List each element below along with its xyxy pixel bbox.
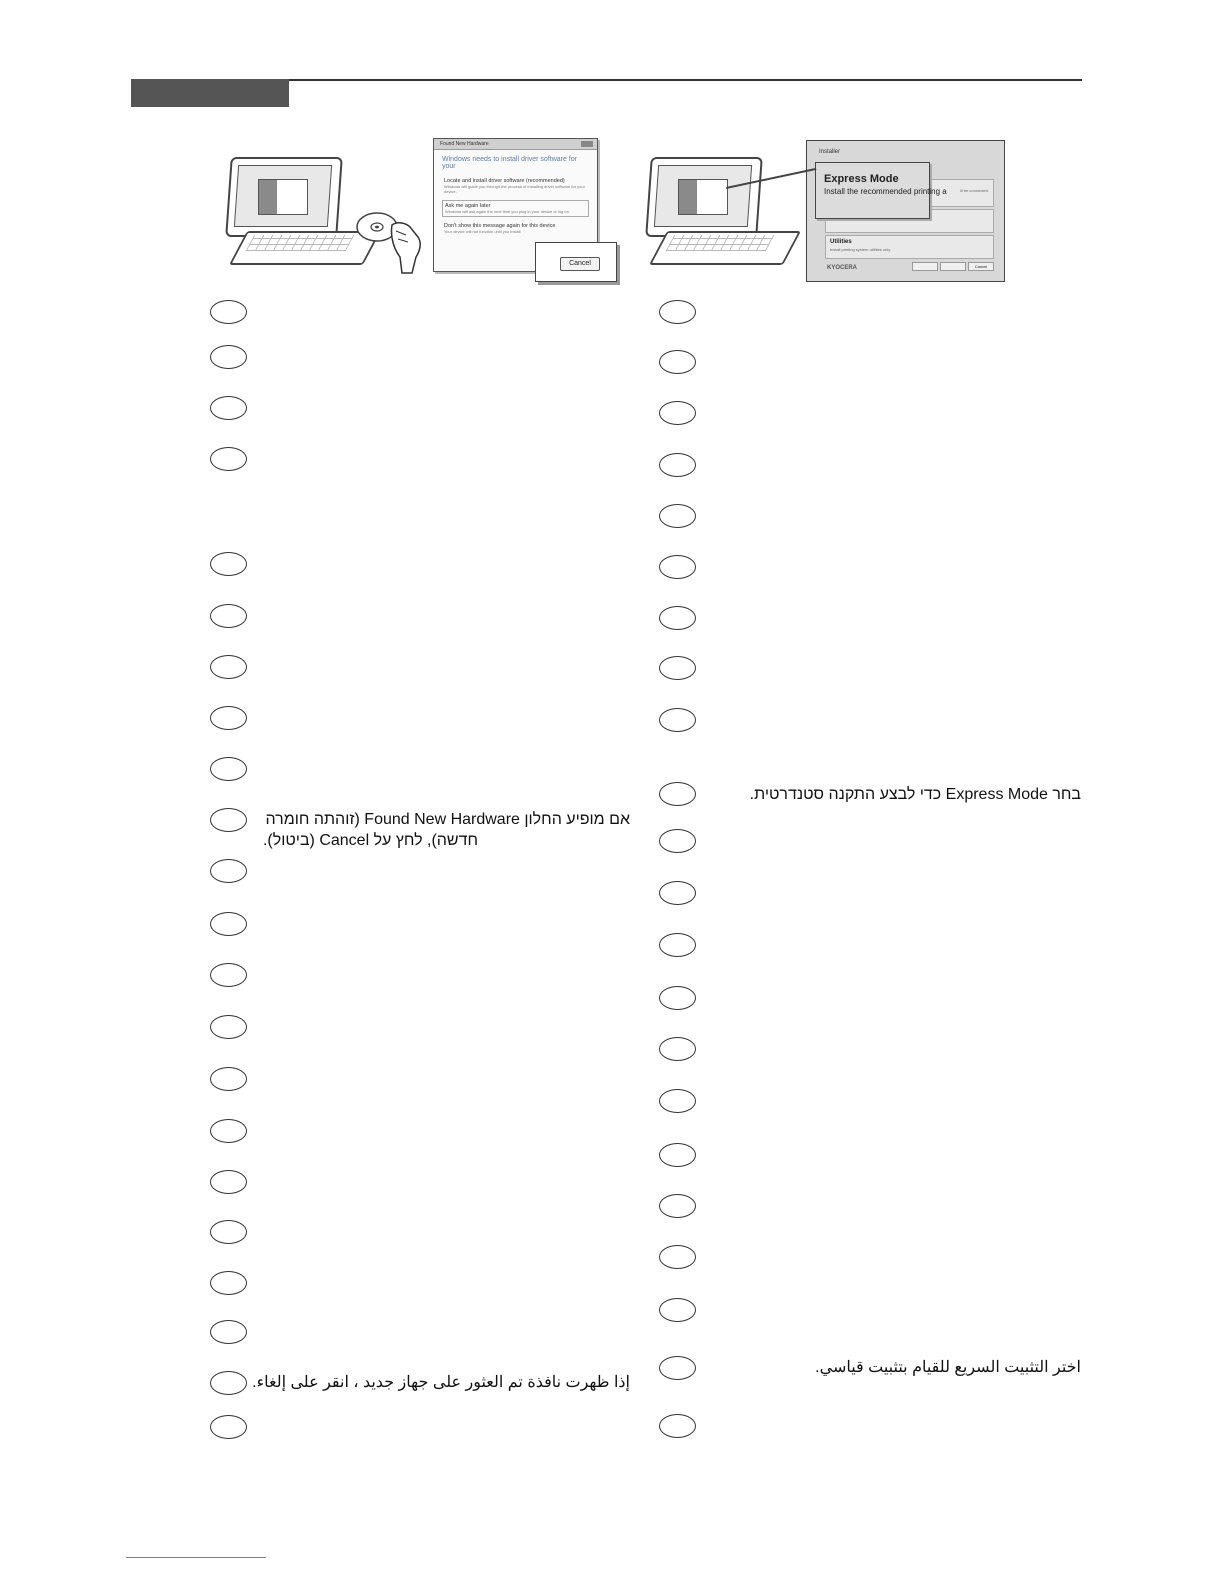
hand-icon [388, 217, 438, 277]
dialog-heading: Windows needs to install driver software for your [442, 156, 577, 170]
lang-oval [210, 604, 247, 628]
lang-oval [659, 1194, 696, 1218]
express-mode-subtitle: Install the recommended printing a [824, 187, 947, 196]
dialog-title: Found New Hardware [434, 139, 597, 150]
lang-oval [659, 986, 696, 1010]
lang-oval [210, 1015, 247, 1039]
hebrew-express-instruction: בחר Express Mode כדי לבצע התקנה סטנדרטית. [749, 786, 1081, 803]
right-illustration [640, 135, 1010, 285]
lang-oval [210, 912, 247, 936]
laptop-window [258, 179, 308, 215]
lang-oval [659, 881, 696, 905]
dialog-option-locate[interactable]: Locate and install driver software (recommended) Windows will guide you through the process of installing driver software for your device. [444, 178, 585, 194]
arabic-instruction: إذا ظهرت نافذة تم العثور على جهاز جديد ، انقر على إلغاء. [252, 1374, 630, 1391]
lang-oval [210, 1067, 247, 1091]
lang-oval [210, 1170, 247, 1194]
lang-oval [659, 401, 696, 425]
dialog-close-button[interactable] [581, 141, 593, 147]
brand-logo: KYOCERA [827, 265, 858, 271]
lang-oval [659, 1037, 696, 1061]
lang-oval [659, 350, 696, 374]
lang-oval [659, 1245, 696, 1269]
lang-oval [210, 706, 247, 730]
lang-oval-hebrew [659, 782, 696, 806]
lang-oval [210, 1119, 247, 1143]
installer-utilities-row[interactable]: Utilities Install printing system utilities only. [825, 235, 994, 259]
lang-oval-arabic [659, 1356, 696, 1380]
laptop-keys [666, 235, 775, 251]
arabic-express-instruction: اختر التثبيت السريع للقيام بتثبيت قياسي. [815, 1359, 1081, 1376]
lang-oval [659, 1143, 696, 1167]
lang-oval-hebrew [210, 808, 247, 832]
hebrew-instruction-line-1: אם מופיע החלון Found New Hardware (זוהתה חומרה [265, 811, 630, 828]
cancel-button[interactable]: Cancel [560, 257, 600, 271]
lang-oval [210, 1415, 247, 1439]
dialog-option-dont-show[interactable]: Don't show this message again for this device Your device will not function until you install [444, 223, 556, 234]
lang-oval [659, 453, 696, 477]
footer-link-underline [126, 1557, 266, 1558]
lang-oval [210, 1271, 247, 1295]
lang-oval [210, 447, 247, 471]
lang-oval [659, 555, 696, 579]
left-illustration [220, 135, 620, 285]
express-mode-callout[interactable] [815, 162, 947, 219]
lang-oval [210, 1320, 247, 1344]
lang-oval [659, 606, 696, 630]
lang-oval [210, 963, 247, 987]
installer-next-button[interactable] [940, 262, 966, 271]
section-tab [131, 79, 289, 107]
lang-oval [210, 757, 247, 781]
lang-oval [659, 933, 696, 957]
lang-oval [210, 655, 247, 679]
laptop-keys [246, 235, 355, 251]
lang-oval [659, 504, 696, 528]
lang-oval [659, 300, 696, 324]
installer-back-button[interactable] [912, 262, 938, 271]
lang-oval [659, 656, 696, 680]
installer-express-row[interactable]: ill be connected. [825, 179, 994, 207]
installer-cancel-button[interactable]: Cancel [968, 262, 994, 271]
lang-oval [659, 1089, 696, 1113]
lang-oval [659, 829, 696, 853]
lang-oval [659, 1298, 696, 1322]
hebrew-instruction-line-2: חדשה), לחץ על Cancel (ביטול). [262, 832, 478, 849]
dialog-option-ask-later[interactable]: Ask me again later Windows will ask again the next time you plug in your device or log on. [442, 200, 589, 217]
lang-oval [210, 300, 247, 324]
installer-title: Installer [819, 149, 841, 155]
cancel-callout [535, 242, 617, 282]
express-mode-title: Express Mode [824, 173, 899, 185]
lang-oval [659, 1414, 696, 1438]
lang-oval-arabic [210, 1371, 247, 1395]
laptop-window [678, 179, 728, 215]
lang-oval [210, 345, 247, 369]
lang-oval [210, 552, 247, 576]
lang-oval [210, 396, 247, 420]
lang-oval [210, 859, 247, 883]
lang-oval [659, 708, 696, 732]
lang-oval [210, 1220, 247, 1244]
